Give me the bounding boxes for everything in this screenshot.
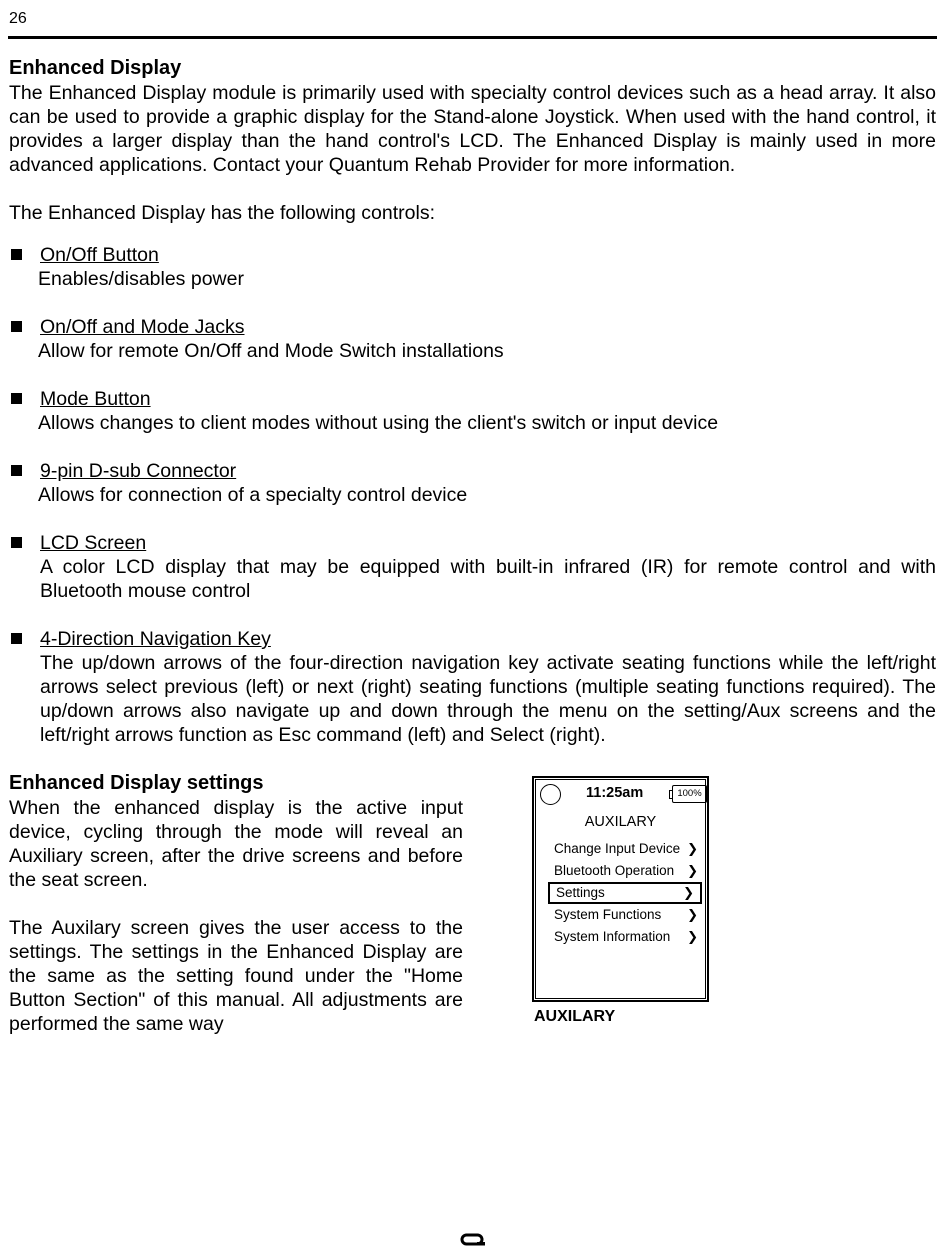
control-desc: Allow for remote On/Off and Mode Switch installations <box>38 340 504 362</box>
menu-item-label: System Information <box>554 929 671 944</box>
control-desc: Allows for connection of a specialty control device <box>38 484 468 506</box>
chevron-right-icon: ❯ <box>687 907 698 922</box>
control-item <box>9 387 936 435</box>
settings-paragraph-2: The Auxilary screen gives the user access to the settings. The settings in the Enhanced Display are the same as the setting found under the "Home Button Section" of this manual. All adjustments are performed the same way <box>9 917 463 1035</box>
square-bullet-icon <box>11 249 22 260</box>
lcd-screen-illustration <box>532 776 709 1002</box>
menu-item-system-functions <box>548 904 704 926</box>
section-title: Enhanced Display <box>9 57 182 79</box>
chevron-right-icon: ❯ <box>683 885 694 900</box>
chevron-right-icon: ❯ <box>687 929 698 944</box>
menu-item-label: Bluetooth Operation <box>554 863 675 878</box>
menu-item-label: Settings <box>556 885 605 900</box>
settings-paragraph-1: When the enhanced display is the active input device, cycling through the mode will reveal an Auxiliary screen, after the drive screens and before the seat screen. <box>9 797 463 891</box>
status-circle-icon <box>540 784 561 805</box>
square-bullet-icon <box>11 393 22 404</box>
page-number: 26 <box>9 10 27 27</box>
main-content <box>9 55 936 771</box>
settings-title: Enhanced Display settings <box>9 772 264 794</box>
lcd-screen-title: AUXILARY <box>584 814 657 830</box>
lcd-caption: AUXILARY <box>534 1008 616 1025</box>
chevron-right-icon: ❯ <box>687 841 698 856</box>
lcd-screen-inner <box>535 779 706 999</box>
square-bullet-icon <box>11 633 22 644</box>
control-title: On/Off and Mode Jacks <box>40 316 245 338</box>
menu-item-label: System Functions <box>554 907 662 922</box>
control-title: 9-pin D-sub Connector <box>40 460 237 482</box>
menu-item-system-information <box>548 926 704 948</box>
control-item <box>9 627 936 747</box>
control-desc: A color LCD display that may be equipped with built-in infrared (IR) for remote control and with Bluetooth mouse control <box>40 556 936 602</box>
control-desc: Allows changes to client modes without using the client's switch or input device <box>38 412 719 434</box>
menu-item-label: Change Input Device <box>554 841 681 856</box>
controls-list <box>9 243 936 747</box>
control-title: Mode Button <box>40 388 151 410</box>
control-title: LCD Screen <box>40 532 147 554</box>
control-desc: The up/down arrows of the four-direction navigation key activate seating functions while the left/right arrows select previous (left) or next (right) seating functions (multiple seating functions required). The up/down arrows also navigate up and down through the menu on the setting/Aux screens and the left/right arrows function as Esc command (left) and Select (right). <box>40 652 936 746</box>
control-item <box>9 315 936 363</box>
chevron-right-icon: ❯ <box>687 863 698 878</box>
control-item <box>9 243 936 291</box>
menu-item-change-input-device <box>548 838 704 860</box>
control-title: 4-Direction Navigation Key <box>40 628 271 650</box>
header-rule <box>8 36 937 39</box>
square-bullet-icon <box>11 465 22 476</box>
square-bullet-icon <box>11 321 22 332</box>
control-title: On/Off Button <box>40 244 159 266</box>
lcd-menu <box>548 838 704 948</box>
menu-item-bluetooth-operation <box>548 860 704 882</box>
settings-section <box>9 770 463 1036</box>
control-item <box>9 531 936 603</box>
square-bullet-icon <box>11 537 22 548</box>
controls-intro: The Enhanced Display has the following controls: <box>9 202 435 224</box>
battery-icon: 100% <box>672 785 707 803</box>
intro-paragraph: The Enhanced Display module is primarily used with specialty control devices such as a head array. It also can be used to provide a graphic display for the Stand-alone Joystick. When used with the hand control, it provides a larger display than the hand control's LCD. The Enhanced Display is mainly used in more advanced applications. Contact your Quantum Rehab Provider for more information. <box>9 82 936 176</box>
lcd-time: 11:25am <box>586 785 644 801</box>
control-desc: Enables/disables power <box>38 268 244 290</box>
control-item <box>9 459 936 507</box>
menu-item-settings <box>548 882 702 904</box>
quantum-logo-icon <box>460 1233 486 1252</box>
